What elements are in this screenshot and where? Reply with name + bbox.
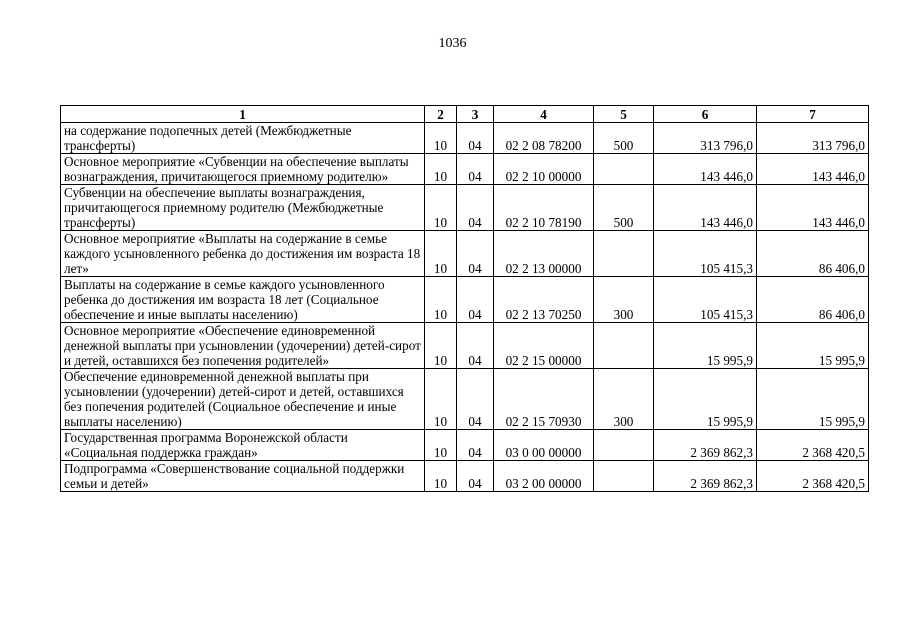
row-name: Субвенции на обеспечение выплаты вознаграждения, причитающегося приемному родителю (Межбюджетные трансферты)	[61, 185, 425, 231]
table-row	[61, 123, 869, 154]
expense-type-code: 300	[594, 369, 654, 430]
table-row	[61, 277, 869, 323]
section-code: 10	[425, 430, 457, 461]
column-header: 7	[757, 106, 869, 123]
target-article-code: 02 2 13 00000	[494, 231, 594, 277]
amount-year-1: 15 995,9	[654, 323, 757, 369]
subsection-code: 04	[457, 461, 494, 492]
target-article-code: 02 2 10 78190	[494, 185, 594, 231]
target-article-code: 02 2 10 00000	[494, 154, 594, 185]
target-article-code: 02 2 08 78200	[494, 123, 594, 154]
row-name: Обеспечение единовременной денежной выплаты при усыновлении (удочерении) детей-сирот и детей, оставшихся без попечения родителей (Социальное обеспечение и иные выплаты населению)	[61, 369, 425, 430]
expense-type-code: 500	[594, 185, 654, 231]
table-row	[61, 154, 869, 185]
section-code: 10	[425, 231, 457, 277]
amount-year-1: 2 369 862,3	[654, 461, 757, 492]
expense-type-code	[594, 323, 654, 369]
page-number: 1036	[438, 36, 467, 51]
amount-year-1: 105 415,3	[654, 277, 757, 323]
amount-year-2: 15 995,9	[757, 323, 869, 369]
amount-year-1: 15 995,9	[654, 369, 757, 430]
section-code: 10	[425, 123, 457, 154]
expense-type-code: 500	[594, 123, 654, 154]
target-article-code: 02 2 15 70930	[494, 369, 594, 430]
amount-year-1: 2 369 862,3	[654, 430, 757, 461]
column-header: 3	[457, 106, 494, 123]
column-header: 6	[654, 106, 757, 123]
column-header: 1	[61, 106, 425, 123]
amount-year-1: 313 796,0	[654, 123, 757, 154]
target-article-code: 03 2 00 00000	[494, 461, 594, 492]
table-row	[61, 430, 869, 461]
amount-year-1: 105 415,3	[654, 231, 757, 277]
table-row	[61, 369, 869, 430]
header-row	[61, 106, 869, 123]
row-name: Основное мероприятие «Обеспечение единовременной денежной выплаты при усыновлении (удочерении) детей-сирот и детей, оставшихся без попечения родителей»	[61, 323, 425, 369]
table-row	[61, 231, 869, 277]
subsection-code: 04	[457, 154, 494, 185]
amount-year-2: 15 995,9	[757, 369, 869, 430]
amount-year-2: 2 368 420,5	[757, 461, 869, 492]
section-code: 10	[425, 461, 457, 492]
expense-type-code	[594, 430, 654, 461]
row-name: Подпрограмма «Совершенствование социальной поддержки семьи и детей»	[61, 461, 425, 492]
column-header: 4	[494, 106, 594, 123]
subsection-code: 04	[457, 323, 494, 369]
amount-year-2: 313 796,0	[757, 123, 869, 154]
amount-year-2: 143 446,0	[757, 154, 869, 185]
amount-year-2: 143 446,0	[757, 185, 869, 231]
section-code: 10	[425, 154, 457, 185]
expense-type-code	[594, 461, 654, 492]
subsection-code: 04	[457, 430, 494, 461]
target-article-code: 03 0 00 00000	[494, 430, 594, 461]
row-name: Основное мероприятие «Выплаты на содержание в семье каждого усыновленного ребенка до достижения им возраста 18 лет»	[61, 231, 425, 277]
amount-year-1: 143 446,0	[654, 185, 757, 231]
row-name: Выплаты на содержание в семье каждого усыновленного ребенка до достижения им возраста 18 лет (Социальное обеспечение и иные выплаты населению)	[61, 277, 425, 323]
row-name: Государственная программа Воронежской области «Социальная поддержка граждан»	[61, 430, 425, 461]
section-code: 10	[425, 277, 457, 323]
section-code: 10	[425, 185, 457, 231]
row-name: Основное мероприятие «Субвенции на обеспечение выплаты вознаграждения, причитающегося приемному родителю»	[61, 154, 425, 185]
table-row	[61, 323, 869, 369]
budget-table	[60, 105, 869, 492]
table-row	[61, 185, 869, 231]
subsection-code: 04	[457, 231, 494, 277]
column-header: 2	[425, 106, 457, 123]
subsection-code: 04	[457, 277, 494, 323]
subsection-code: 04	[457, 369, 494, 430]
expense-type-code: 300	[594, 277, 654, 323]
section-code: 10	[425, 369, 457, 430]
amount-year-2: 86 406,0	[757, 277, 869, 323]
expense-type-code	[594, 154, 654, 185]
amount-year-2: 86 406,0	[757, 231, 869, 277]
target-article-code: 02 2 15 00000	[494, 323, 594, 369]
column-header: 5	[594, 106, 654, 123]
subsection-code: 04	[457, 185, 494, 231]
amount-year-2: 2 368 420,5	[757, 430, 869, 461]
section-code: 10	[425, 323, 457, 369]
subsection-code: 04	[457, 123, 494, 154]
amount-year-1: 143 446,0	[654, 154, 757, 185]
row-name: на содержание подопечных детей (Межбюджетные трансферты)	[61, 123, 425, 154]
table-row	[61, 461, 869, 492]
expense-type-code	[594, 231, 654, 277]
target-article-code: 02 2 13 70250	[494, 277, 594, 323]
